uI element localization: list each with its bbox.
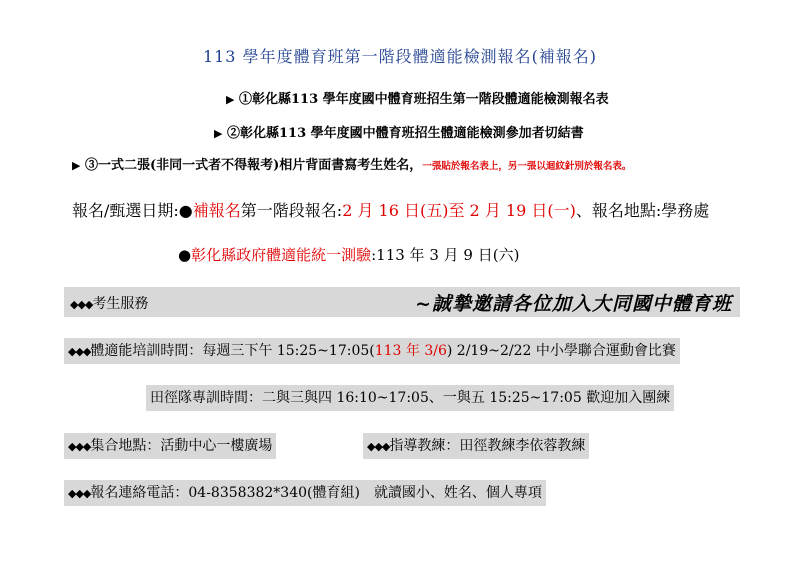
unified-test-date: :113 年 3 月 9 日(六) <box>371 246 520 264</box>
list-item-photos <box>72 154 631 173</box>
diamond-bullets-icon: ◆◆◆ <box>70 298 93 311</box>
contact-required: 就讀國小、姓名、個人專項 <box>373 485 542 501</box>
diamond-bullets-icon: ◆◆◆ <box>68 345 91 358</box>
service-bar <box>64 287 740 317</box>
triangle-bullet-icon: ▶ <box>226 93 235 106</box>
triangle-bullet-icon: ▶ <box>214 127 223 140</box>
list-item-signup-form <box>226 88 609 107</box>
service-label <box>70 293 148 313</box>
diamond-bullets-icon: ◆◆◆ <box>68 440 91 453</box>
item-text: ③一式二張(非同一式者不得報考)相片背面書寫考生姓名， <box>85 158 423 173</box>
service-text: 考生服務 <box>92 296 149 312</box>
registration-label: 報名/甄選日期: <box>72 201 179 220</box>
contact-info <box>64 480 546 506</box>
triangle-bullet-icon: ▶ <box>72 159 81 172</box>
training-schedule <box>64 338 680 364</box>
coach-text: 指導教練：田徑教練李依蓉教練 <box>389 438 586 454</box>
item-text: ①彰化縣113 學年度國中體育班招生第一階段體適能檢測報名表 <box>239 92 609 107</box>
training-text-a: 體適能培訓時間：每週三下午 15:25~17:05( <box>90 343 375 359</box>
diamond-bullets-icon: ◆◆◆ <box>68 487 91 500</box>
bullet-icon: ● <box>178 201 193 220</box>
registration-dates <box>72 198 709 221</box>
contact-phone: 報名連絡電話：04-8358382*340(體育組) <box>90 485 360 501</box>
training-text-b: ) 2/19~2/22 中小學聯合運動會比賽 <box>446 343 676 359</box>
meeting-place <box>64 433 276 459</box>
list-item-affidavit <box>214 122 584 141</box>
unified-test <box>178 244 519 265</box>
stage-label: 第一階段報名: <box>240 201 343 220</box>
item-note: 一張貼於報名表上，另一張以迴紋針別於報名表。 <box>422 161 632 172</box>
page-title: 113 學年度體育班第一階段體適能檢測報名(補報名) <box>202 47 598 66</box>
makeup-label: 補報名 <box>192 201 241 220</box>
track-training: 田徑隊專訓時間：二與三與四 16:10~17:05、一與五 15:25~17:05 歡迎加入團練 <box>146 385 674 411</box>
item-text: ②彰化縣113 學年度國中體育班招生體適能檢測參加者切結書 <box>227 126 584 141</box>
registration-dates-value: 2 月 16 日(五)至 2 月 19 日(一) <box>342 201 576 220</box>
bullet-icon: ● <box>178 246 192 264</box>
coach-info <box>363 433 589 459</box>
training-highlight: 113 年 3/6 <box>374 343 447 359</box>
diamond-bullets-icon: ◆◆◆ <box>367 440 390 453</box>
unified-test-label: 彰化縣政府體適能統一測驗 <box>191 246 372 264</box>
slogan: ~誠摯邀請各位加入大同國中體育班 <box>415 293 732 315</box>
meeting-place-text: 集合地點：活動中心一樓廣場 <box>90 438 273 454</box>
registration-place: 、報名地點:學務處 <box>575 201 710 220</box>
